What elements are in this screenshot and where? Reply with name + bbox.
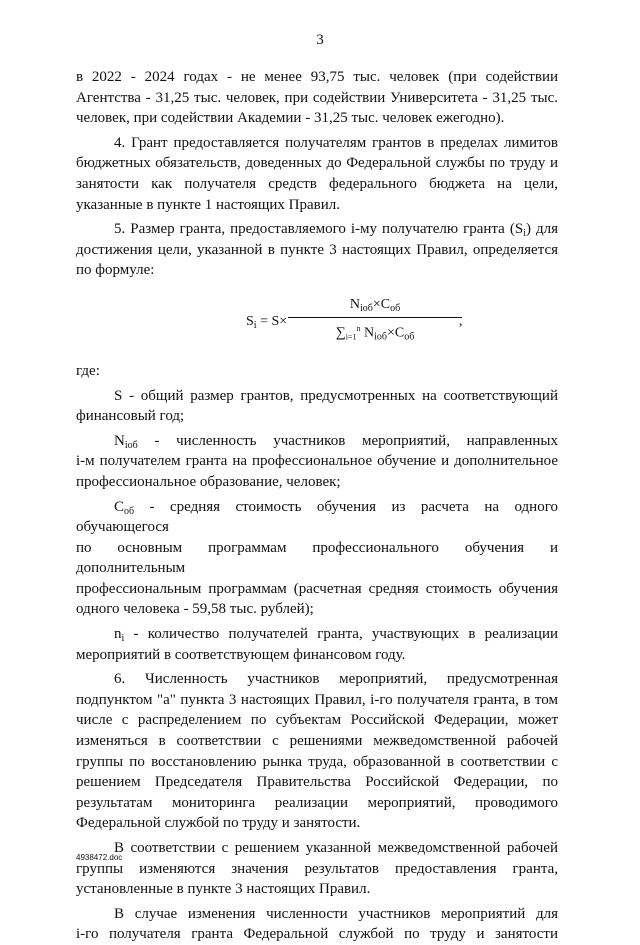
text-line: где: (76, 362, 100, 379)
grant-formula: $S_i = S\times$ $N_{iоб}\times C_{об}$ $\sum_{i=1}^n$ $N_{iоб}\times C_{об}$ , (246, 296, 463, 343)
formula-numerator: $N_{iоб}\times C_{об}$ (288, 295, 462, 318)
text-line: достижения цели, указанной в пункте 3 настоящих Правил, определяется (76, 241, 558, 258)
text-line: Федеральной службой по труду и занятости. (76, 815, 361, 832)
text-line: $N_{iоб}$ - численность участников мероприятий, направленных (114, 432, 558, 451)
text-line: профессиональное образование, человек; (76, 473, 341, 490)
text-line: финансовый год; (76, 408, 185, 425)
text-line: числе с распределением по субъектам Российской Федерации, может (76, 712, 558, 729)
text-line: $C_{об}$ - средняя стоимость обучения из расчета на одного обучающегося (76, 498, 558, 536)
text-line: занятости как получателя средств федерального бюджета на цели, (76, 175, 558, 192)
text-line: 5. Размер гранта, предоставляемого i-му получателю гранта $(S_i)$ для (114, 221, 558, 240)
text-line: в 2022 - 2024 годах - не менее 93,75 тыс. человек (при содействии (76, 69, 558, 85)
text-line: бюджетных обязательств, доведенных до Федеральной службы по труду и (76, 155, 558, 172)
text-line: установленные в пункте 3 настоящих Правил. (76, 881, 371, 898)
formula-lhs: $S_i = S\times$ (246, 313, 288, 331)
text-line: В случае изменения численности участников мероприятий для (114, 905, 558, 922)
page-number: 3 (316, 32, 324, 48)
document-body (76, 67, 558, 945)
formula-fraction (288, 295, 462, 344)
text-line: результатам мониторинга реализации мероприятий, проводимого (76, 794, 558, 811)
text-line: профессиональным программам (расчетная средняя стоимость обучения (76, 580, 558, 597)
text-line: группы изменяются значения результатов предоставления гранта, (76, 860, 558, 877)
text-line: указанные в пункте 1 настоящих Правил. (76, 196, 341, 213)
text-line: $n_i$ - количество получателей гранта, участвующих в реализации (114, 626, 558, 645)
text-line: S - общий размер грантов, предусмотренных на соответствующий (114, 387, 558, 404)
formula-denominator: $\sum_{i=1}^n$ $N_{iоб}\times C_{об}$ (335, 323, 415, 343)
text-line: по основным программам профессионального обучения и дополнительным (76, 539, 558, 577)
text-line: по формуле: (76, 262, 155, 279)
text-line: одного человека - 59,58 тыс. рублей); (76, 601, 314, 618)
text-line: Агентства - 31,25 тыс. человек, при содействии Университета - 31,25 тыс. (76, 89, 558, 106)
text-line: i-м получателем гранта на профессиональное обучение и дополнительное (76, 453, 558, 470)
text-line: человек, при содействии Академии - 31,25 тыс. человек ежегодно). (76, 110, 505, 127)
text-line: решением Председателя Правительства Российской Федерации, по (76, 774, 558, 791)
text-line: 6. Численность участников мероприятий, предусмотренная (114, 671, 558, 688)
text-line: мероприятий в соответствующем финансовом году. (76, 646, 406, 663)
text-line: подпунктом "а" пункта 3 настоящих Правил, i-го получателя гранта, в том (76, 691, 558, 708)
text-line: i-го получателя гранта Федеральной службой по труду и занятости (76, 926, 558, 943)
text-line: В соответствии с решением указанной межведомственной рабочей (114, 840, 558, 856)
text-line: группы по восстановлению рынка труда, образованной в соответствии с (76, 753, 558, 770)
document-footer: 4938472.doc (76, 853, 123, 862)
text-line: 4. Грант предоставляется получателям грантов в пределах лимитов (114, 134, 558, 151)
text-line: изменяться в соответствии с решениями межведомственной рабочей (76, 733, 558, 750)
